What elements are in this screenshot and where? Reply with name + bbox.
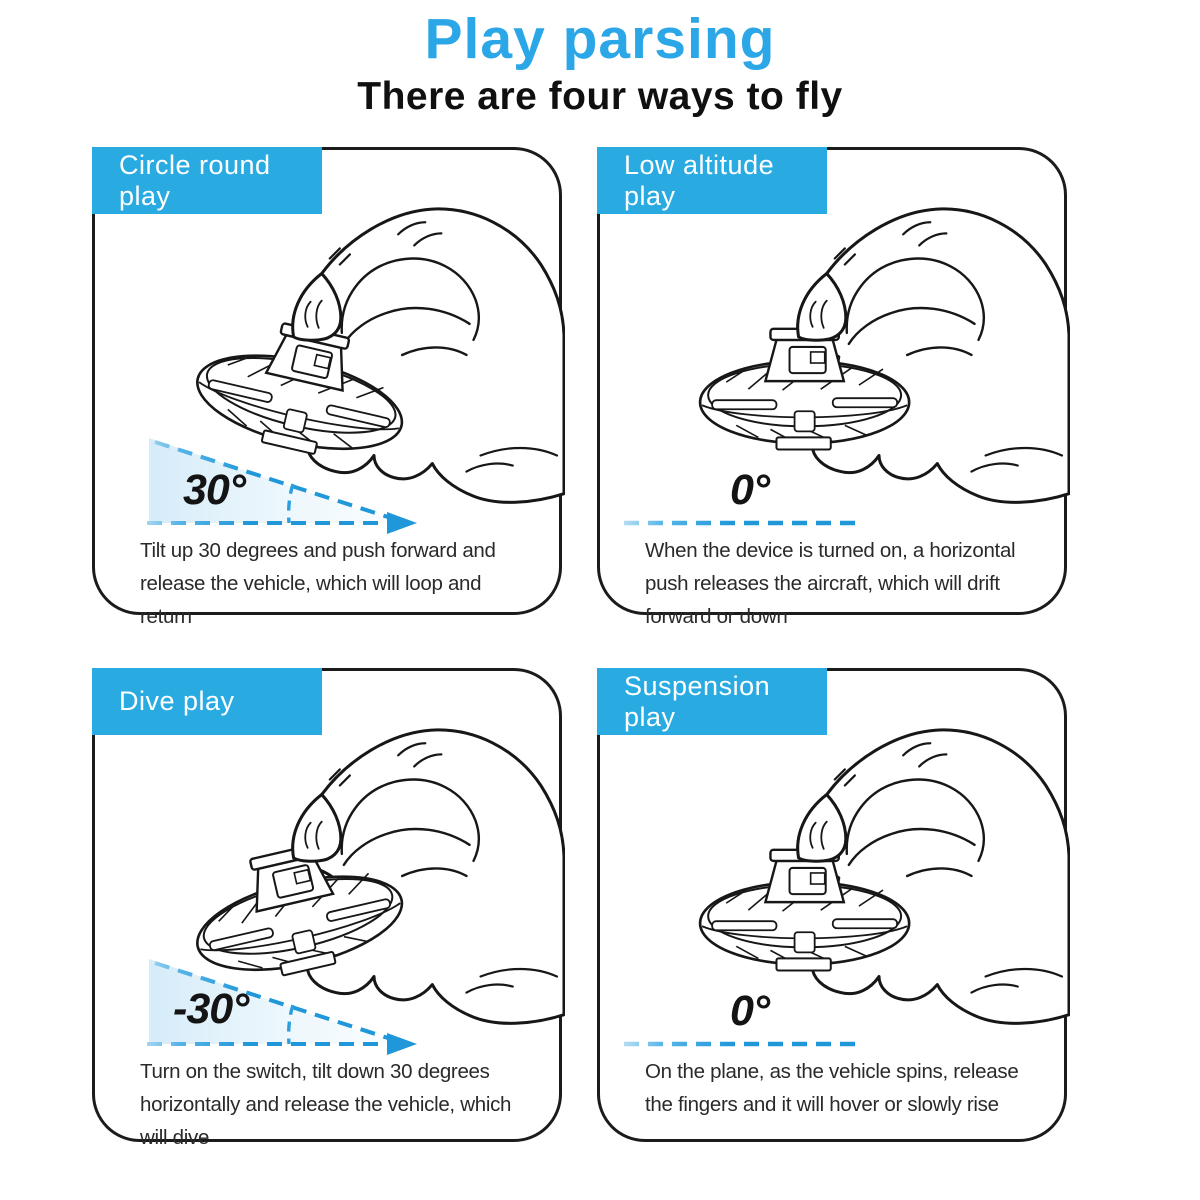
- page-title: Play parsing: [424, 7, 776, 71]
- panel-title: Suspension play: [624, 670, 771, 732]
- panel-title: Low altitude play: [624, 149, 775, 211]
- angle-value: 0°: [730, 987, 770, 1035]
- page-subtitle: There are four ways to fly: [357, 75, 843, 118]
- panel-description: When the device is turned on, a horizontal push releases the aircraft, which will drift forward or down: [645, 539, 1016, 628]
- panel-dive-play: [92, 668, 562, 1149]
- angle-value: 30°: [183, 466, 246, 514]
- panel-description: On the plane, as the vehicle spins, release the fingers and it will hover or slowly rise: [645, 1060, 1019, 1116]
- panel-low-altitude-play: [597, 147, 1067, 628]
- page-header: [0, 6, 1200, 119]
- panel-title: Dive play: [119, 686, 235, 716]
- panel-description: Turn on the switch, tilt down 30 degrees horizontally and release the vehicle, which will dive: [140, 1060, 512, 1149]
- horizontal-level-dash-line: [618, 514, 868, 532]
- angle-value: -30°: [173, 985, 249, 1033]
- tilt-up-angle-diagram: [133, 426, 443, 538]
- panel-description: Tilt up 30 degrees and push forward and release the vehicle, which will loop and return: [140, 539, 496, 628]
- angle-value: 0°: [730, 466, 770, 514]
- panel-suspension-play: [597, 668, 1067, 1142]
- panel-title: Circle round play: [119, 149, 271, 211]
- panel-circle-round-play: [92, 147, 562, 628]
- horizontal-level-dash-line: [618, 1035, 868, 1053]
